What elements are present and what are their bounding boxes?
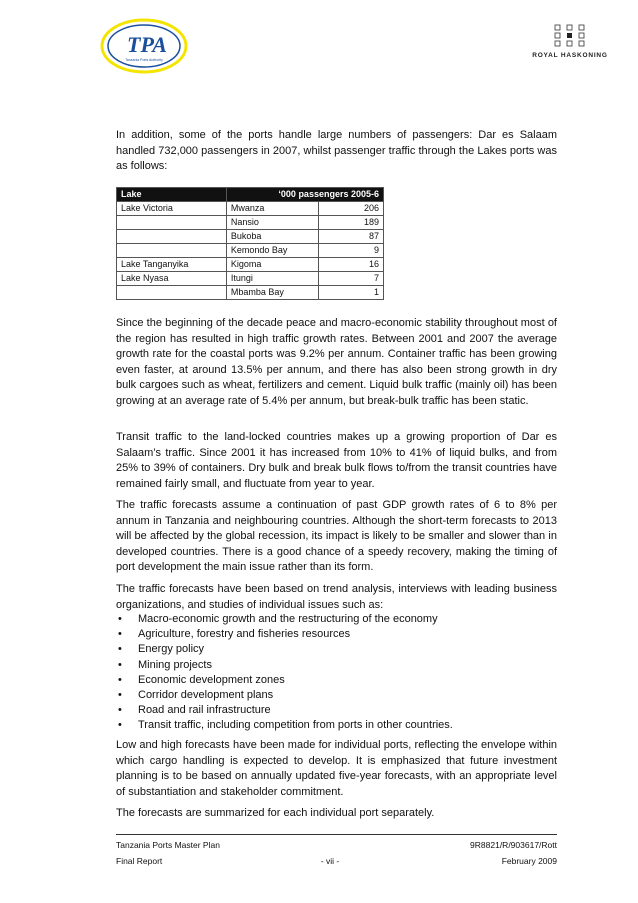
forecast-basis-paragraph: The traffic forecasts have been based on trend analysis, interviews with leading business organizations, and studies of individual issues such as: [116, 583, 557, 611]
table-cell-passengers: 189 [319, 216, 384, 230]
table-cell-port: Bukoba [226, 230, 318, 244]
table-cell-port: Kigoma [226, 258, 318, 272]
table-cell-port: Mbamba Bay [226, 286, 318, 300]
list-item: • Road and rail infrastructure [116, 703, 557, 718]
footer-divider [116, 834, 557, 835]
table-cell-passengers: 16 [319, 258, 384, 272]
summary-paragraph: The forecasts are summarized for each individual port separately. [116, 807, 435, 819]
table-cell-passengers: 7 [319, 272, 384, 286]
list-item: • Energy policy [116, 642, 557, 657]
table-cell-passengers: 1 [319, 286, 384, 300]
table-row [117, 202, 384, 216]
table-cell-lake: Lake Nyasa [117, 272, 227, 286]
table-cell-lake [117, 230, 227, 244]
footer-reference: 9R8821/R/903617/Rott [470, 840, 557, 850]
table-cell-passengers: 9 [319, 244, 384, 258]
forecast-issues-list [116, 612, 557, 734]
transit-paragraph: Transit traffic to the land-locked countries makes up a growing proportion of Dar es Salaam’s traffic. Since 2001 it has increased from 10% to 41% of liquid bulks, and from 25% to 39% of containers. Dry bulk and break bulk flows to/from the transit countries have remained fairly small, and fluctuate from year to year. [116, 431, 557, 490]
svg-text:Tanzania Ports Authority: Tanzania Ports Authority [125, 58, 163, 62]
table-row [117, 258, 384, 272]
table-row [117, 216, 384, 230]
royal-haskoning-logo [520, 22, 620, 66]
lake-passengers-table [116, 187, 384, 300]
table-row [117, 230, 384, 244]
intro-paragraph: In addition, some of the ports handle large numbers of passengers: Dar es Salaam handled 732,000 passengers in 2007, whilst passenger traffic through the Lakes ports was as follows: [116, 129, 557, 172]
list-item: • Macro-economic growth and the restructuring of the economy [116, 612, 557, 627]
table-cell-port: Kemondo Bay [226, 244, 318, 258]
table-row [117, 272, 384, 286]
list-item: • Corridor development plans [116, 688, 557, 703]
svg-text:TPA: TPA [127, 32, 167, 57]
table-cell-lake: Lake Tanganyika [117, 258, 227, 272]
royal-haskoning-wordmark: ROYAL HASKONING [532, 52, 608, 59]
table-cell-lake: Lake Victoria [117, 202, 227, 216]
table-header-row [117, 188, 384, 202]
table-row [117, 244, 384, 258]
table-header-passengers: ‘000 passengers 2005-6 [226, 188, 383, 202]
forecast-assumptions-paragraph: The traffic forecasts assume a continuation of past GDP growth rates of 6 to 8% per annum in Tanzania and neighbouring countries. Although the short-term forecasts to 2013 will be affected by the global recession, its impact is likely to be smaller and slower than in developed countries. There is a good chance of a speedy recovery, making the timing of port development the main issue rather than its form. [116, 499, 557, 573]
footer-report-type: Final Report [116, 856, 163, 866]
footer-project-title: Tanzania Ports Master Plan [116, 840, 220, 850]
footer-page-number: - vii - [320, 856, 340, 866]
table-cell-lake [117, 216, 227, 230]
growth-paragraph: Since the beginning of the decade peace and macro-economic stability throughout most of the region has resulted in high traffic growth rates. Between 2001 and 2007 the average growth rate for the coastal ports was 9.2% per annum. Container traffic has been growing even faster, at around 13.5% per annum, and there has also been strong growth in dry bulk cargoes such as wheat, fertilizers and cement. Liquid bulk traffic (mainly oil) has been growing at an average rate of 5.4% per annum, but break-bulk traffic has been static. [116, 317, 557, 407]
table-cell-port: Mwanza [226, 202, 318, 216]
tpa-logo [98, 14, 190, 84]
low-high-forecasts-paragraph: Low and high forecasts have been made for individual ports, reflecting the envelope within which cargo handling is expected to develop. It is emphasized that future investment planning is to be based on annually updated five-year forecasts, with an appropriate level of substantiation and stakeholder commitment. [116, 739, 557, 798]
list-item: • Mining projects [116, 658, 557, 673]
list-item: • Economic development zones [116, 673, 557, 688]
table-header-lake: Lake [117, 188, 227, 202]
table-cell-port: Itungi [226, 272, 318, 286]
footer-date: February 2009 [501, 856, 557, 866]
list-item: • Transit traffic, including competition from ports in other countries. [116, 718, 557, 733]
list-item: • Agriculture, forestry and fisheries resources [116, 627, 557, 642]
table-cell-passengers: 87 [319, 230, 384, 244]
table-cell-port: Nansio [226, 216, 318, 230]
table-row [117, 286, 384, 300]
table-cell-lake [117, 244, 227, 258]
table-cell-passengers: 206 [319, 202, 384, 216]
table-cell-lake [117, 286, 227, 300]
